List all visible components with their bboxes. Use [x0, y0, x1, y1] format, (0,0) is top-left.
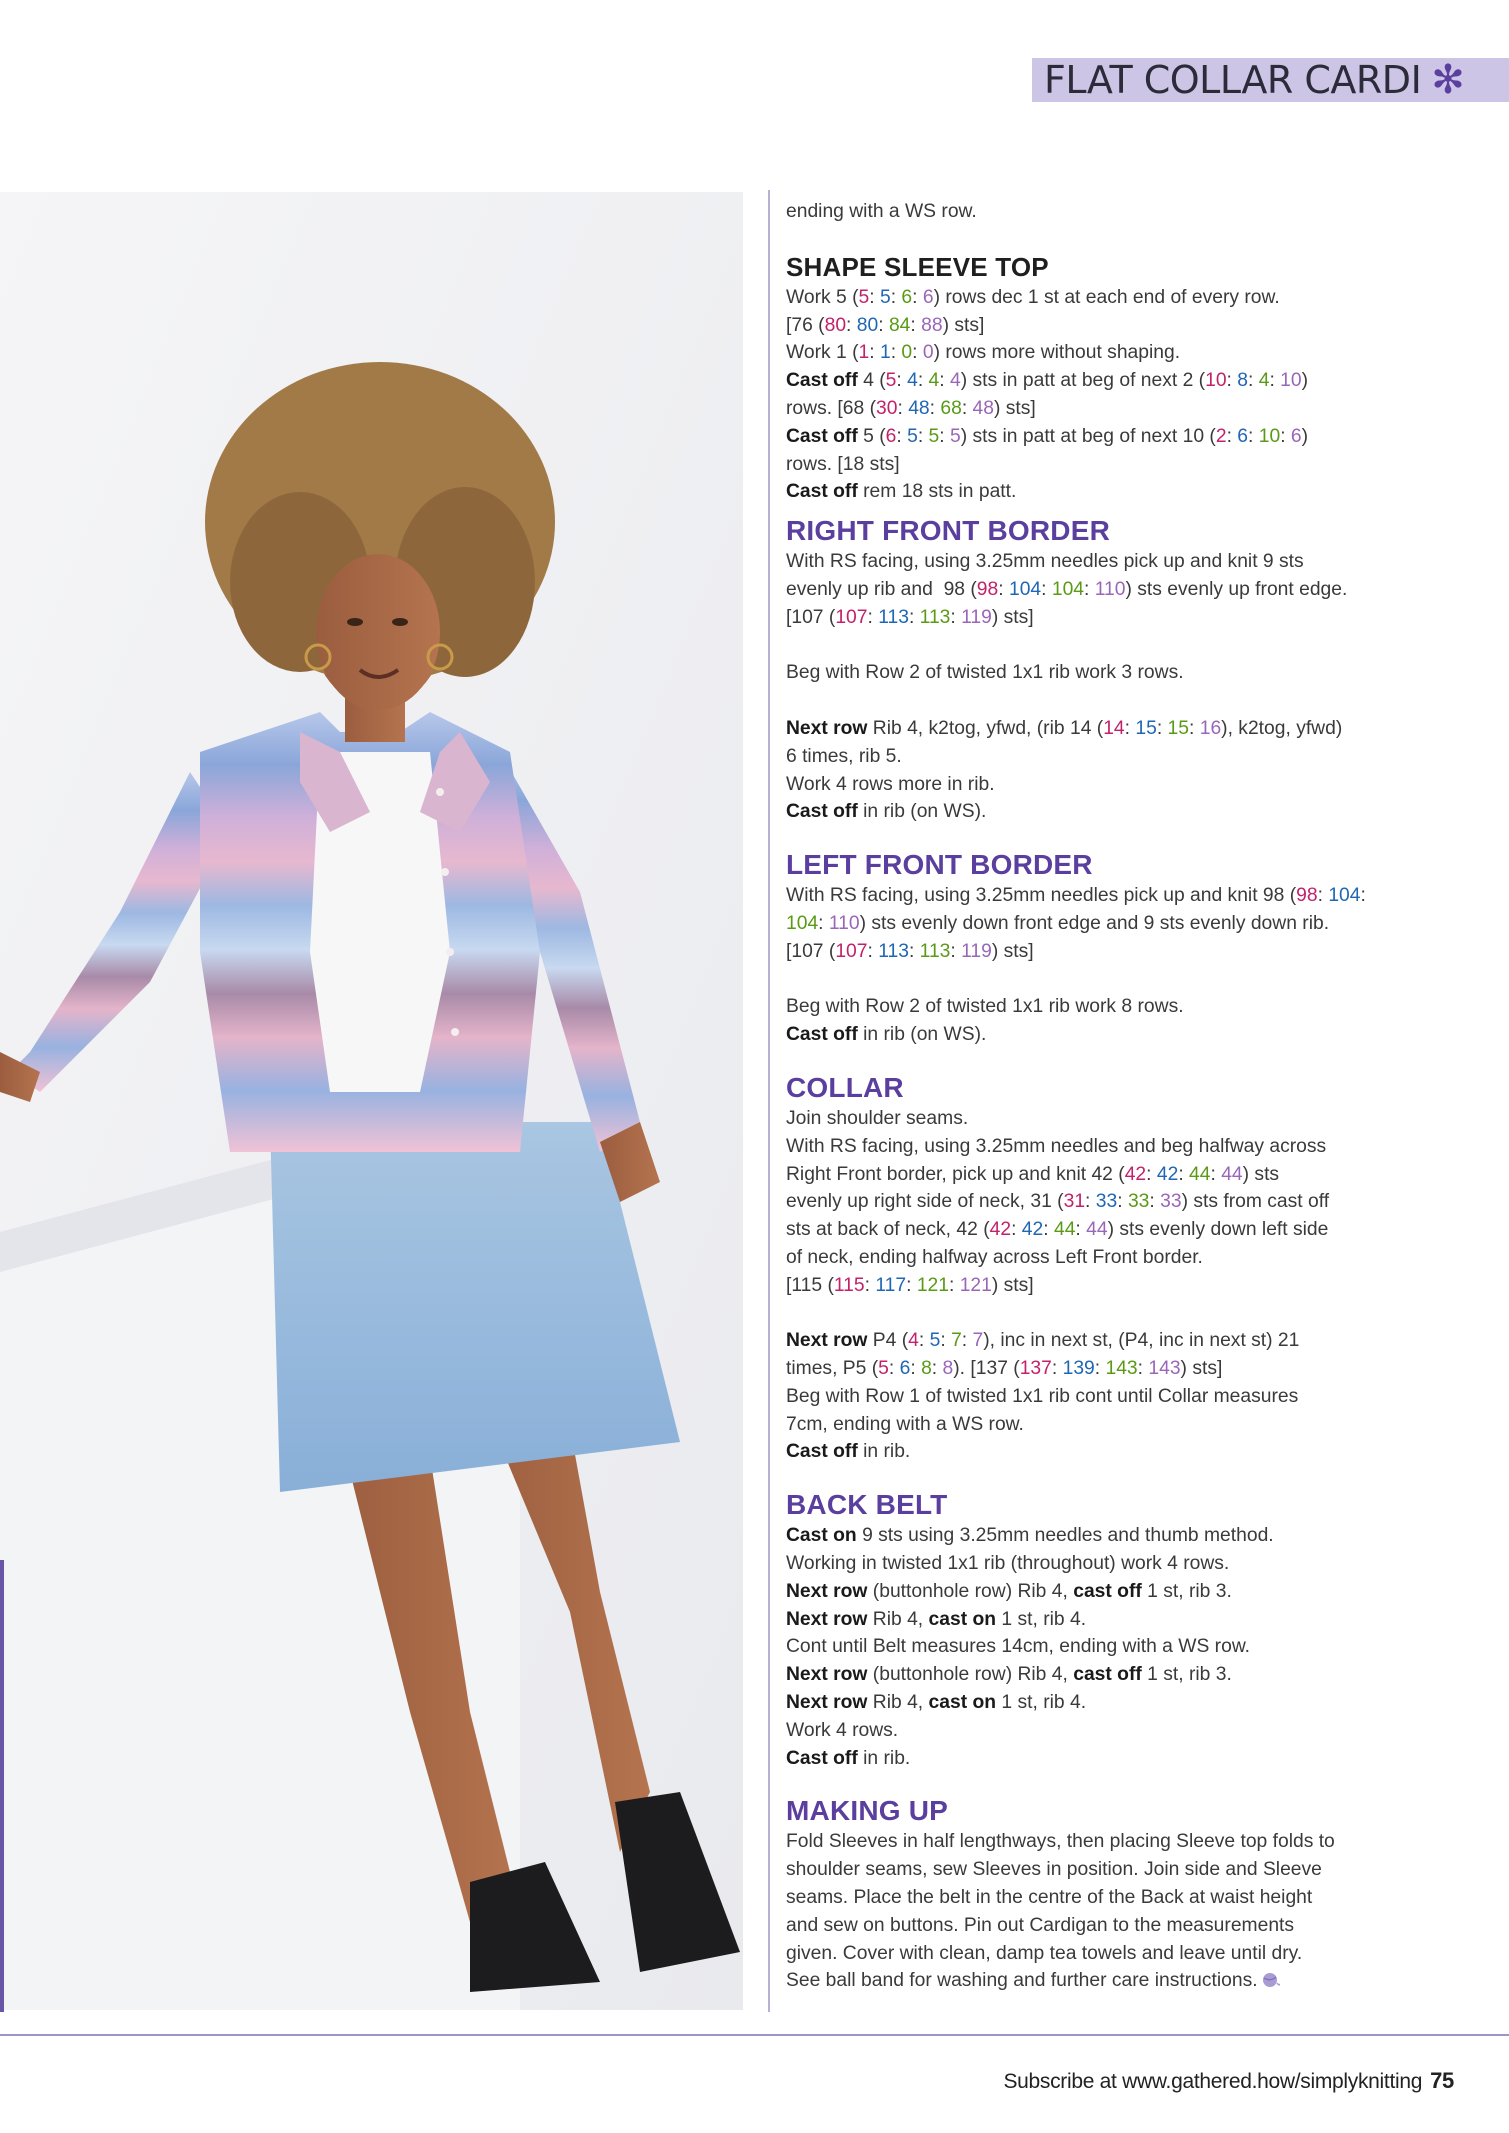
rfb-line-1: With RS facing, using 3.25mm needles pick up and knit 9 sts evenly up rib and 98 (98: 104: 104: 110) sts evenly up front edge. [107 (107: 113: 113: 119) sts]	[786, 551, 1348, 628]
footer-rule	[0, 2034, 1509, 2036]
heading-back-belt: BACK BELT	[786, 1489, 948, 1521]
heading-left-front-border: LEFT FRONT BORDER	[786, 849, 1093, 881]
heading-collar: COLLAR	[786, 1071, 904, 1103]
page-header-tab	[1032, 58, 1509, 102]
belt-line-4: Next row Rib 4, cast on 1 st, rib 4.	[786, 1608, 1087, 1630]
making-up-text: Fold Sleeves in half lengthways, then placing Sleeve top folds to shoulder seams, sew Sleeves in position. Join side and Sleeve seams. Place the belt in the centre of the Back at waist height and sew on buttons. Pin out Cardigan to the measurements given. Cover with clean, damp tea towels and leave until dry. See ball band for washing and further care instructions.	[786, 1831, 1335, 1992]
sleeve-line-2: [76 (80: 80: 84: 88) sts]	[786, 314, 985, 336]
page-number: 75	[1430, 2068, 1454, 2093]
rfb-line-4: Work 4 rows more in rib.	[786, 773, 995, 795]
footer	[1003, 2068, 1454, 2094]
sleeve-line-6: Cast off rem 18 sts in patt.	[786, 481, 1017, 503]
collar-line-5: Cast off in rib.	[786, 1441, 911, 1463]
rfb-line-5: Cast off in rib (on WS).	[786, 801, 987, 823]
lfb-line-2: Beg with Row 2 of twisted 1x1 rib work 8 rows.	[786, 996, 1184, 1018]
yarn-ball-icon	[1262, 1972, 1280, 1988]
heading-making-up: MAKING UP	[786, 1795, 949, 1827]
belt-line-5: Cont until Belt measures 14cm, ending with a WS row.	[786, 1636, 1251, 1658]
lfb-line-3: Cast off in rib (on WS).	[786, 1024, 987, 1046]
belt-line-7: Next row Rib 4, cast on 1 st, rib 4.	[786, 1692, 1087, 1714]
column-divider	[768, 190, 770, 2012]
intro-text: ending with a WS row.	[786, 201, 977, 222]
belt-line-9: Cast off in rib.	[786, 1747, 911, 1769]
heading-shape-sleeve-top: SHAPE SLEEVE TOP	[786, 251, 1049, 282]
model-photo	[0, 192, 743, 2010]
sleeve-line-5: Cast off 5 (6: 5: 5: 5) sts in patt at beg of next 10 (2: 6: 10: 6) rows. [18 sts]	[786, 425, 1309, 475]
lfb-line-1: With RS facing, using 3.25mm needles pick up and knit 98 (98: 104: 104: 110) sts evenly down front edge and 9 sts evenly down rib. [107 (107: 113: 113: 119) sts]	[786, 885, 1366, 962]
sleeve-line-3: Work 1 (1: 1: 0: 0) rows more without shaping.	[786, 342, 1181, 364]
subscribe-link[interactable]: Subscribe at www.gathered.how/simplyknitting	[1003, 2070, 1423, 2093]
sleeve-line-4: Cast off 4 (5: 4: 4: 4) sts in patt at beg of next 2 (10: 8: 4: 10) rows. [68 (30: 48: 68: 48) sts]	[786, 370, 1309, 419]
collar-line-2: With RS facing, using 3.25mm needles and beg halfway across Right Front border, pick up and knit 42 (42: 42: 44: 44) sts evenly up right side of neck, 31 (31: 33: 33: 33) sts from cast off sts at back of neck, 42 (42: 42: 44: 44) sts evenly down left side of neck, ending halfway across Left Front border. [115 (115: 117: 121: 121) sts]	[786, 1135, 1330, 1296]
rfb-line-2: Beg with Row 2 of twisted 1x1 rib work 3 rows.	[786, 662, 1184, 684]
sleeve-line-1: Work 5 (5: 5: 6: 6) rows dec 1 st at each end of every row.	[786, 286, 1280, 308]
rfb-line-3: Next row Rib 4, k2tog, yfwd, (rib 14 (14: 15: 15: 16), k2tog, yfwd) 6 times, rib 5.	[786, 717, 1343, 767]
pattern-instructions	[786, 198, 1486, 1995]
collar-line-3: Next row P4 (4: 5: 7: 7), inc in next st, (P4, inc in next st) 21 times, P5 (5: 6: 8: 8). [137 (137: 139: 143: 143) sts]	[786, 1330, 1300, 1380]
pattern-title: FLAT COLLAR CARDI	[1044, 58, 1422, 102]
belt-line-6: Next row (buttonhole row) Rib 4, cast off 1 st, rib 3.	[786, 1664, 1232, 1686]
belt-line-3: Next row (buttonhole row) Rib 4, cast off 1 st, rib 3.	[786, 1580, 1232, 1602]
belt-line-8: Work 4 rows.	[786, 1719, 899, 1741]
belt-line-2: Working in twisted 1x1 rib (throughout) work 4 rows.	[786, 1553, 1230, 1575]
collar-line-1: Join shoulder seams.	[786, 1107, 969, 1129]
collar-line-4: Beg with Row 1 of twisted 1x1 rib cont until Collar measures 7cm, ending with a WS row.	[786, 1385, 1299, 1435]
heading-right-front-border: RIGHT FRONT BORDER	[786, 515, 1111, 547]
star-icon: ✻	[1431, 58, 1465, 102]
left-accent-rule	[0, 1560, 4, 2012]
belt-line-1: Cast on 9 sts using 3.25mm needles and thumb method.	[786, 1525, 1274, 1547]
